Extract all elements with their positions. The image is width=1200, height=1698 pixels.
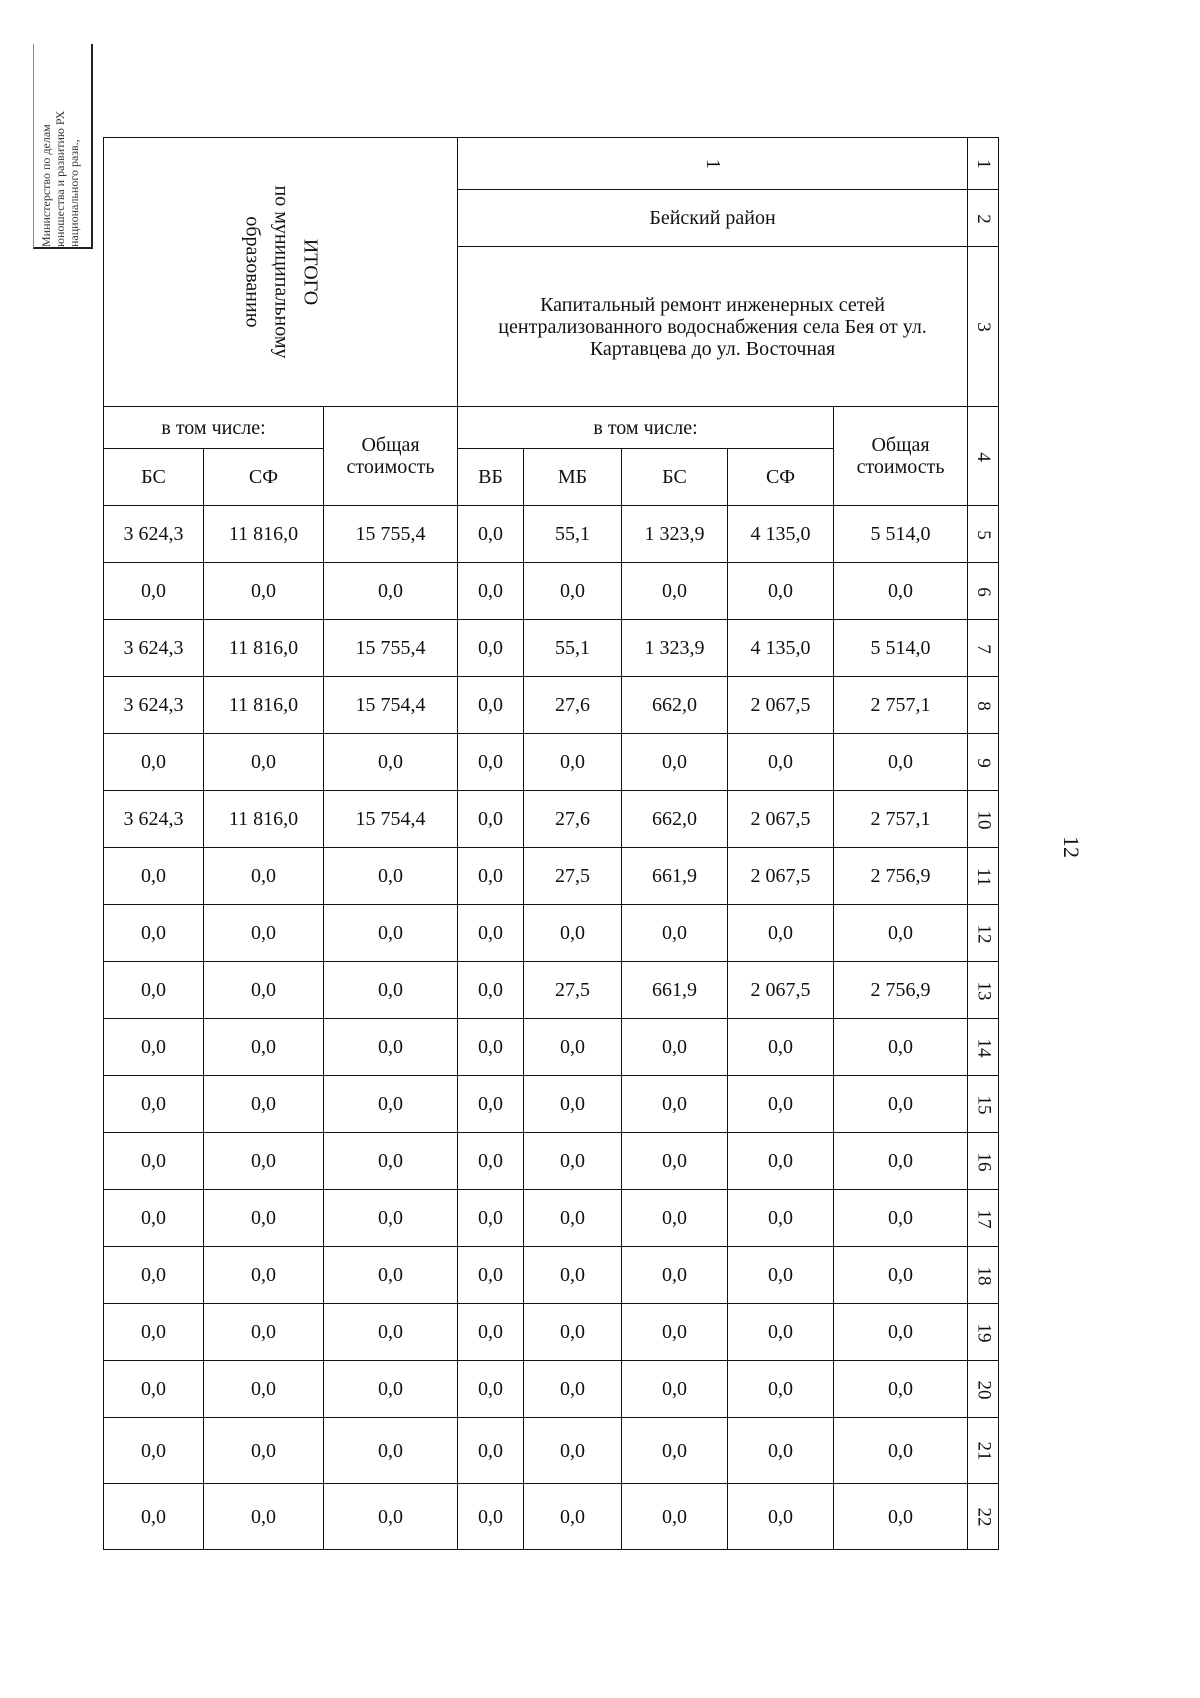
table-cell: 0,0	[524, 734, 622, 791]
table-cell: 0,0	[458, 1361, 524, 1418]
table-cell: 0,0	[834, 1076, 968, 1133]
table-cell: 0,0	[524, 1076, 622, 1133]
colnum-2: 2	[968, 190, 999, 247]
row-number: 7	[968, 620, 999, 677]
table-cell: 3 624,3	[104, 791, 204, 848]
table-cell: 2 067,5	[728, 677, 834, 734]
incl-header-mid: в том числе:	[458, 407, 834, 449]
table-cell: 0,0	[104, 1190, 204, 1247]
table-cell: 0,0	[834, 734, 968, 791]
page-number: 12	[1059, 836, 1084, 858]
table-row	[104, 734, 999, 791]
table-cell: 0,0	[204, 1418, 324, 1484]
table-cell: 0,0	[324, 1484, 458, 1550]
table-cell: 0,0	[834, 1418, 968, 1484]
table-cell: 0,0	[622, 1190, 728, 1247]
table-cell: 0,0	[324, 1076, 458, 1133]
col-header-sf-left: СФ	[204, 449, 324, 506]
table-cell: 15 755,4	[324, 620, 458, 677]
table-row	[104, 1076, 999, 1133]
col-header-sf-mid: СФ	[728, 449, 834, 506]
table-cell: 0,0	[524, 1418, 622, 1484]
table-row	[104, 677, 999, 734]
row-number: 15	[968, 1076, 999, 1133]
table-cell: 27,5	[524, 848, 622, 905]
table-cell: 0,0	[622, 1133, 728, 1190]
table-cell: 0,0	[524, 905, 622, 962]
table-cell: 27,6	[524, 677, 622, 734]
table-cell: 0,0	[728, 734, 834, 791]
table-cell: 0,0	[728, 1418, 834, 1484]
table-row	[104, 1247, 999, 1304]
table-cell: 0,0	[834, 905, 968, 962]
table-cell: 0,0	[324, 1133, 458, 1190]
col-header-mb: МБ	[524, 449, 622, 506]
table-cell: 2 067,5	[728, 962, 834, 1019]
table-cell: 0,0	[104, 563, 204, 620]
table-cell: 5 514,0	[834, 620, 968, 677]
table-cell: 0,0	[458, 1484, 524, 1550]
table-cell: 0,0	[728, 563, 834, 620]
table-cell: 0,0	[204, 734, 324, 791]
table-cell: 11 816,0	[204, 506, 324, 563]
table-cell: 0,0	[204, 563, 324, 620]
table-cell: 0,0	[204, 1247, 324, 1304]
table-cell: 2 756,9	[834, 848, 968, 905]
table-cell: 0,0	[324, 1304, 458, 1361]
table-cell: 0,0	[834, 1133, 968, 1190]
row-number: 8	[968, 677, 999, 734]
table-cell: 0,0	[104, 962, 204, 1019]
table-cell: 0,0	[622, 1019, 728, 1076]
itogo-header	[104, 138, 458, 407]
colnum-1: 1	[968, 138, 999, 190]
table-cell: 15 754,4	[324, 677, 458, 734]
table-cell: 0,0	[728, 1076, 834, 1133]
registration-stamp	[33, 44, 93, 249]
table-cell: 0,0	[458, 1304, 524, 1361]
table-row	[104, 848, 999, 905]
row-number: 11	[968, 848, 999, 905]
table-cell: 11 816,0	[204, 791, 324, 848]
table-cell: 3 624,3	[104, 677, 204, 734]
table-cell: 0,0	[524, 1304, 622, 1361]
colnum-3: 3	[968, 247, 999, 407]
table-cell: 0,0	[204, 848, 324, 905]
table-cell: 661,9	[622, 848, 728, 905]
header-row-1	[458, 138, 968, 190]
table-cell: 0,0	[104, 1019, 204, 1076]
row-number: 22	[968, 1484, 999, 1550]
row-number: 14	[968, 1019, 999, 1076]
table-row	[104, 905, 999, 962]
table-cell: 0,0	[728, 905, 834, 962]
col-header-bs-left: БС	[104, 449, 204, 506]
row-number: 19	[968, 1304, 999, 1361]
table-cell: 0,0	[458, 1418, 524, 1484]
table-cell: 0,0	[324, 905, 458, 962]
table-cell: 0,0	[458, 848, 524, 905]
table-row	[104, 506, 999, 563]
table-cell: 0,0	[622, 905, 728, 962]
table-cell: 0,0	[622, 1418, 728, 1484]
table-cell: 0,0	[834, 1190, 968, 1247]
table-cell: 0,0	[524, 1484, 622, 1550]
table-cell: 0,0	[458, 962, 524, 1019]
table-cell: 55,1	[524, 620, 622, 677]
table-cell: 0,0	[324, 1361, 458, 1418]
table-cell: 0,0	[728, 1133, 834, 1190]
district-name: Бейский район	[458, 190, 968, 247]
table-cell: 0,0	[324, 962, 458, 1019]
incl-header-left: в том числе:	[104, 407, 324, 449]
table-cell: 11 816,0	[204, 620, 324, 677]
table-cell: 0,0	[204, 1190, 324, 1247]
table-cell: 0,0	[728, 1304, 834, 1361]
table-cell: 0,0	[104, 1484, 204, 1550]
table-cell: 3 624,3	[104, 506, 204, 563]
table-cell: 0,0	[458, 1076, 524, 1133]
table-cell: 2 756,9	[834, 962, 968, 1019]
col-header-bs-mid: БС	[622, 449, 728, 506]
table-cell: 0,0	[834, 1247, 968, 1304]
table-cell: 0,0	[458, 734, 524, 791]
table-cell: 15 755,4	[324, 506, 458, 563]
table-cell: 661,9	[622, 962, 728, 1019]
table-cell: 0,0	[524, 1019, 622, 1076]
table-cell: 0,0	[622, 563, 728, 620]
table-cell: 2 067,5	[728, 791, 834, 848]
table-cell: 0,0	[204, 905, 324, 962]
table-cell: 0,0	[104, 1418, 204, 1484]
table-row	[104, 1361, 999, 1418]
table-cell: 0,0	[524, 1247, 622, 1304]
total-cost-header-right: Общая стоимость	[834, 407, 968, 506]
table-cell: 0,0	[524, 563, 622, 620]
row-number: 18	[968, 1247, 999, 1304]
table-row	[104, 620, 999, 677]
table-cell: 4 135,0	[728, 506, 834, 563]
table-cell: 0,0	[324, 1247, 458, 1304]
table-cell: 0,0	[458, 905, 524, 962]
table-row	[104, 563, 999, 620]
table-cell: 0,0	[104, 848, 204, 905]
itogo-label: ИТОГО по муниципальному образованию	[241, 185, 321, 359]
table-row	[104, 1304, 999, 1361]
table-cell: 0,0	[324, 563, 458, 620]
table-cell: 0,0	[458, 677, 524, 734]
table-cell: 0,0	[104, 1133, 204, 1190]
table-cell: 0,0	[834, 1484, 968, 1550]
table-cell: 0,0	[728, 1361, 834, 1418]
table-cell: 0,0	[458, 506, 524, 563]
table-cell: 27,6	[524, 791, 622, 848]
table-cell: 3 624,3	[104, 620, 204, 677]
table-cell: 0,0	[622, 1247, 728, 1304]
table-cell: 11 816,0	[204, 677, 324, 734]
table-cell: 662,0	[622, 677, 728, 734]
table-cell: 662,0	[622, 791, 728, 848]
table-cell: 0,0	[204, 1133, 324, 1190]
table-row	[104, 962, 999, 1019]
table-cell: 0,0	[204, 1076, 324, 1133]
table-cell: 0,0	[524, 1361, 622, 1418]
table-cell: 0,0	[104, 1304, 204, 1361]
row-number: 16	[968, 1133, 999, 1190]
table-cell: 0,0	[104, 1361, 204, 1418]
table-cell: 0,0	[834, 1304, 968, 1361]
table-cell: 0,0	[524, 1190, 622, 1247]
table-cell: 0,0	[324, 734, 458, 791]
table-cell: 2 757,1	[834, 791, 968, 848]
table-cell: 0,0	[458, 1133, 524, 1190]
table-cell: 1 323,9	[622, 620, 728, 677]
row-number: 10	[968, 791, 999, 848]
row-number: 13	[968, 962, 999, 1019]
row-number: 21	[968, 1418, 999, 1484]
table-cell: 0,0	[324, 1019, 458, 1076]
table-cell: 0,0	[104, 1247, 204, 1304]
table-row	[104, 1133, 999, 1190]
table-cell: 0,0	[728, 1484, 834, 1550]
table-cell: 0,0	[458, 1247, 524, 1304]
row-number: 5	[968, 506, 999, 563]
header-row-1-value: 1	[701, 158, 724, 169]
stamp-text: Министерство по делам юношества и развитию РХ национального разв.,	[39, 110, 81, 247]
table-cell: 0,0	[204, 1484, 324, 1550]
table-row	[104, 1418, 999, 1484]
table-cell: 55,1	[524, 506, 622, 563]
budget-table	[103, 137, 999, 1550]
table-cell: 0,0	[324, 1190, 458, 1247]
table-row	[104, 1190, 999, 1247]
table-row	[104, 1019, 999, 1076]
table-cell: 0,0	[324, 848, 458, 905]
table-cell: 5 514,0	[834, 506, 968, 563]
table-cell: 0,0	[622, 1484, 728, 1550]
table-cell: 0,0	[458, 1019, 524, 1076]
table-cell: 0,0	[728, 1019, 834, 1076]
table-cell: 0,0	[458, 791, 524, 848]
table-cell: 2 067,5	[728, 848, 834, 905]
table-cell: 0,0	[204, 962, 324, 1019]
table-cell: 0,0	[728, 1190, 834, 1247]
table-cell: 0,0	[834, 1361, 968, 1418]
table-cell: 0,0	[622, 1304, 728, 1361]
table-cell: 0,0	[458, 620, 524, 677]
table-cell: 0,0	[204, 1304, 324, 1361]
table-cell: 0,0	[104, 905, 204, 962]
row-number: 12	[968, 905, 999, 962]
table-cell: 15 754,4	[324, 791, 458, 848]
table-cell: 0,0	[324, 1418, 458, 1484]
row-number: 17	[968, 1190, 999, 1247]
project-name: Капитальный ремонт инженерных сетей централизованного водоснабжения села Бея от ул. Картавцева до ул. Восточная	[458, 247, 968, 407]
table-cell: 0,0	[524, 1133, 622, 1190]
table-cell: 0,0	[104, 1076, 204, 1133]
table-row	[104, 791, 999, 848]
table-cell: 0,0	[622, 1076, 728, 1133]
table-cell: 0,0	[834, 1019, 968, 1076]
table-cell: 4 135,0	[728, 620, 834, 677]
table-cell: 0,0	[204, 1019, 324, 1076]
table-cell: 0,0	[104, 734, 204, 791]
table-cell: 27,5	[524, 962, 622, 1019]
row-number: 20	[968, 1361, 999, 1418]
col-header-vb: ВБ	[458, 449, 524, 506]
table-cell: 0,0	[728, 1247, 834, 1304]
table-row	[104, 1484, 999, 1550]
table-cell: 0,0	[834, 563, 968, 620]
table-cell: 0,0	[622, 1361, 728, 1418]
row-number: 9	[968, 734, 999, 791]
table-cell: 2 757,1	[834, 677, 968, 734]
colnum-4: 4	[968, 407, 999, 506]
total-cost-header-left: Общая стоимость	[324, 407, 458, 506]
table-cell: 0,0	[458, 563, 524, 620]
table-cell: 0,0	[458, 1190, 524, 1247]
table-cell: 0,0	[622, 734, 728, 791]
row-number: 6	[968, 563, 999, 620]
table-cell: 1 323,9	[622, 506, 728, 563]
table-cell: 0,0	[204, 1361, 324, 1418]
